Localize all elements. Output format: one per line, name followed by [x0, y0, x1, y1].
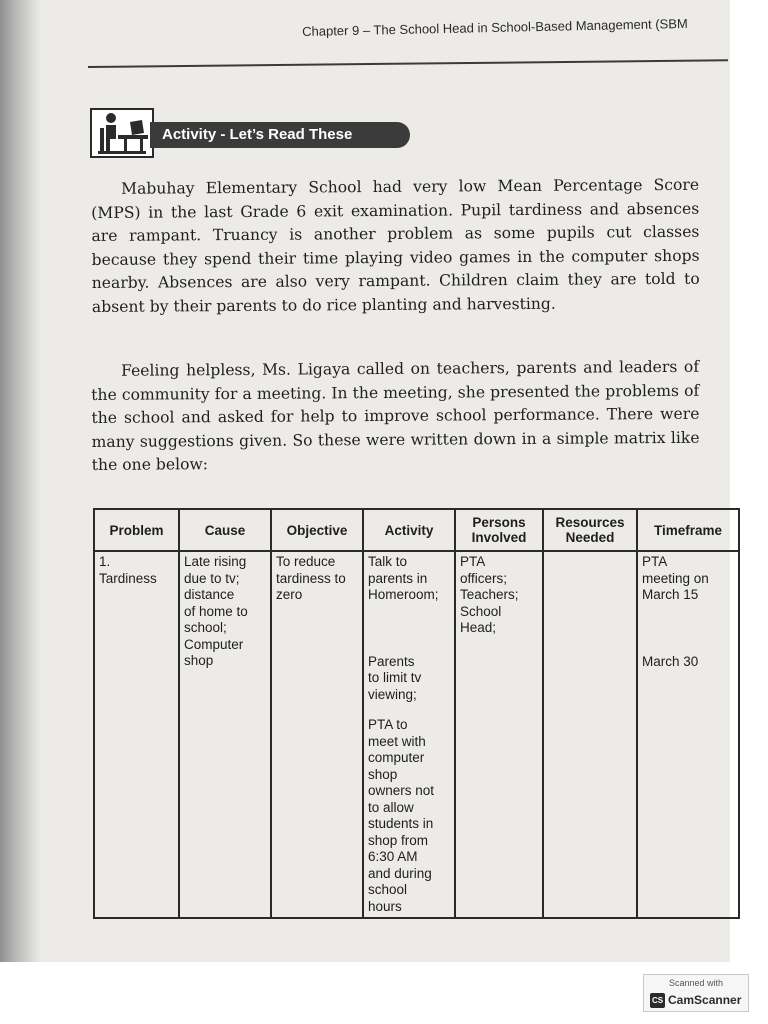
persons-line: PTA: [460, 554, 486, 569]
cause-line: shop: [184, 653, 214, 668]
activity-line: students in: [368, 816, 434, 831]
activity-line: school: [368, 882, 408, 897]
activity-line: 6:30 AM: [368, 849, 418, 864]
activity-line: Talk to: [368, 554, 408, 569]
activity-line: owners not: [368, 783, 435, 798]
cause-line: school;: [184, 620, 227, 635]
table-row: [94, 551, 739, 918]
persons-line: School: [460, 603, 502, 619]
camscanner-name: CamScanner: [668, 993, 742, 1007]
scanned-with-text: Scanned with: [668, 978, 724, 988]
timeframe-line: March 15: [642, 587, 699, 602]
activity-line: shop: [368, 766, 398, 782]
activity-line: to allow: [368, 799, 414, 815]
header-cause: Cause: [179, 509, 271, 551]
cause-line: of home to: [184, 603, 248, 619]
camscanner-watermark: [643, 974, 749, 1012]
header-text: Needed: [565, 530, 615, 545]
timeframe-line: March 30: [642, 653, 699, 669]
persons-line: Head;: [460, 620, 497, 635]
cell-timeframe: [637, 551, 739, 918]
activity-title: Activity - Let’s Read These: [150, 122, 410, 148]
timeframe-line: PTA: [642, 554, 668, 569]
cause-line: Computer: [184, 636, 244, 652]
header-resources-needed: [543, 509, 637, 551]
cell-persons-involved: [455, 551, 543, 918]
activity-line: to limit tv: [368, 670, 422, 685]
running-header: Chapter 9 – The School Head in School-Based Management (SBM: [302, 15, 688, 39]
activity-line: shop from: [368, 832, 429, 848]
activity-line: computer: [368, 750, 425, 765]
persons-line: Teachers;: [460, 587, 519, 602]
spacer: [368, 604, 450, 654]
meeting-paragraph: Feeling helpless, Ms. Ligaya called on teachers, parents and leaders of the community for a meeting. In the meeting, she presented the problems of the school and asked for help to improve school performance. There were many suggestions given. So these were written down in a simple matrix like the one below:: [91, 357, 700, 474]
activity-line: parents in: [368, 570, 428, 586]
timeframe-line: meeting on: [642, 570, 709, 586]
persons-line: officers;: [460, 570, 508, 586]
activity-banner: [90, 108, 410, 158]
activity-line: and during: [368, 865, 432, 881]
spacer: [368, 703, 450, 717]
header-objective: Objective: [271, 509, 363, 551]
cell-objective: [271, 551, 363, 918]
spacer: [642, 604, 734, 654]
cell-resources-needed: [543, 551, 637, 918]
cell-cause: [179, 551, 271, 918]
intro-paragraph: Mabuhay Elementary School had very low Mean Percentage Score (MPS) in the last Grade 6 exit examination. Pupil tardiness and absences are rampant. Truancy is another problem as some pupils cut classes because they spend their time playing video games in the computer shops nearby. Absences are also very rampant. Children claim they are told to absent by their parents to do rice planting and harvesting.: [91, 175, 700, 316]
problem-text: Tardiness: [99, 570, 157, 586]
activity-line: Homeroom;: [368, 587, 439, 602]
problem-number: 1.: [99, 554, 111, 569]
activity-line: meet with: [368, 733, 426, 749]
camscanner-logo-icon: CS: [650, 993, 665, 1008]
cause-line: distance: [184, 587, 235, 602]
header-persons-involved: [455, 509, 543, 551]
activity-line: viewing;: [368, 686, 417, 702]
activity-line: hours: [368, 898, 402, 914]
activity-line: Parents: [368, 653, 415, 669]
scan-shadow-edge: [0, 0, 40, 962]
cell-activity: [363, 551, 455, 918]
header-problem: Problem: [94, 509, 179, 551]
header-text: Persons: [472, 515, 526, 530]
activity-line: PTA to: [368, 717, 408, 732]
header-timeframe: Timeframe: [637, 509, 739, 551]
objective-line: To reduce: [276, 554, 336, 569]
objective-line: zero: [276, 587, 303, 602]
objective-line: tardiness to: [276, 570, 346, 586]
student-desk-icon: [90, 108, 154, 158]
header-text: Involved: [471, 530, 527, 545]
cell-problem: [94, 551, 179, 918]
header-text: Resources: [555, 515, 625, 530]
header-activity: Activity: [363, 509, 455, 551]
cause-line: Late rising: [184, 554, 247, 569]
table-header-row: [94, 509, 739, 551]
action-plan-matrix: [93, 508, 740, 919]
cause-line: due to tv;: [184, 570, 240, 586]
